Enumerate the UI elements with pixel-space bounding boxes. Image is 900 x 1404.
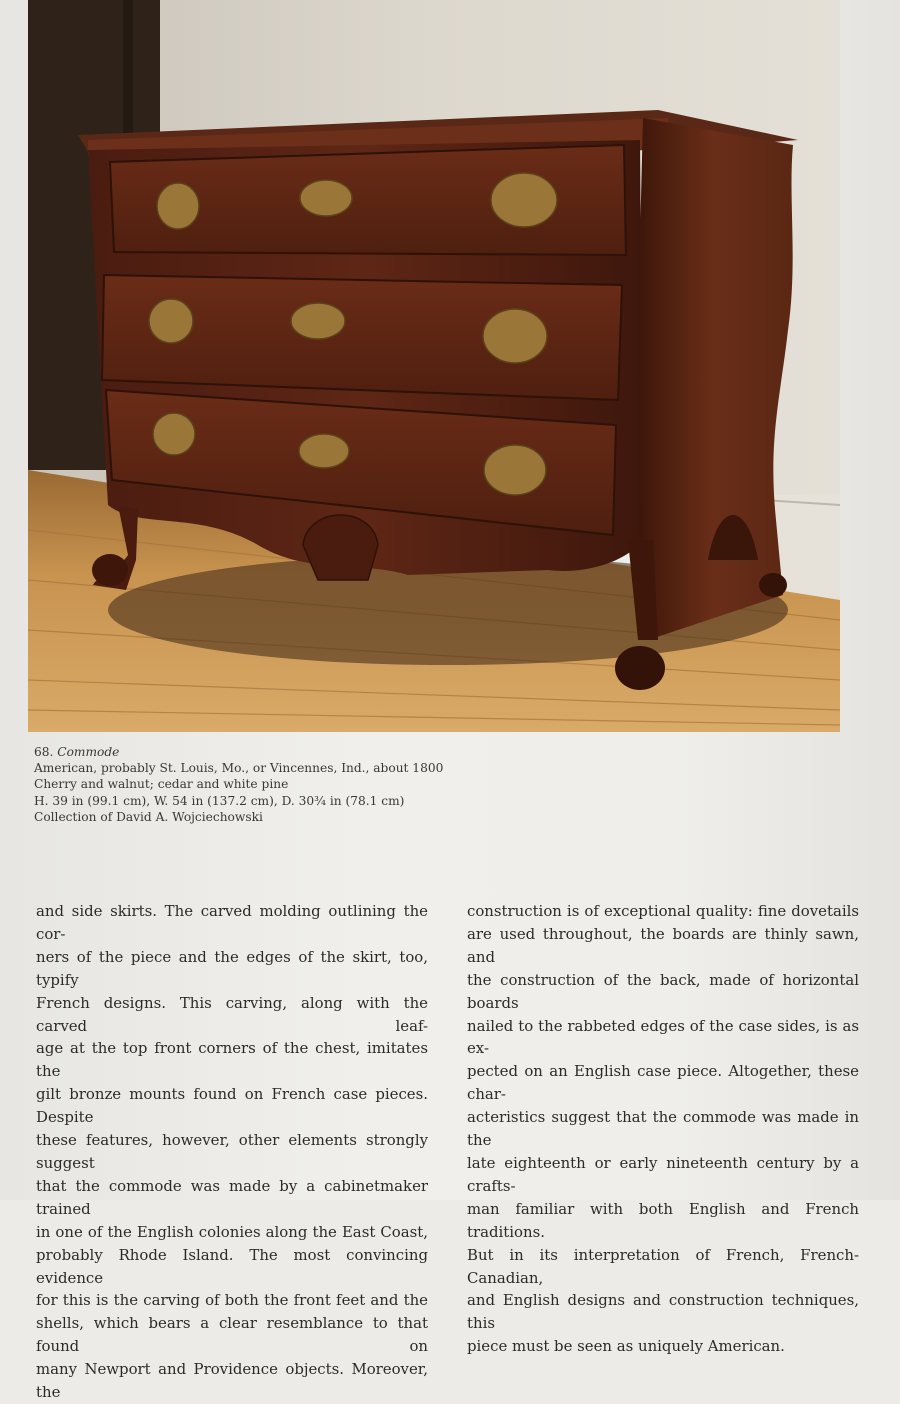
body-line: ners of the piece and the edges of the skirt, too, typify [36,947,428,989]
body-line: piece must be seen as uniquely American. [467,1337,785,1356]
body-line: probably Rhode Island. The most convincing evidence [36,1245,428,1287]
body-text-right-column [467,900,859,1358]
body-line: and side skirts. The carved molding outlining the cor- [36,902,428,943]
body-line: late eighteenth or early nineteenth century by a crafts- [467,1153,859,1195]
body-line: construction is of exceptional quality: fine dovetails [467,902,859,920]
body-line: shells, which bears a clear resemblance to that found on [36,1314,428,1356]
body-line: acteristics suggest that the commode was made in the [467,1108,859,1150]
caption-line: Collection of David A. Wojciechowski [34,809,263,824]
body-line: age at the top front corners of the chest, imitates the [36,1039,428,1081]
caption-object-name: Commode [57,745,120,759]
body-line: and English designs and construction techniques, this [467,1291,859,1333]
caption-line: H. 39 in (99.1 cm), W. 54 in (137.2 cm), D. 30¾ in (78.1 cm) [34,793,405,808]
body-line: in one of the English colonies along the East Coast, [36,1222,428,1241]
body-line: gilt bronze mounts found on French case pieces. Despite [36,1085,428,1127]
caption-line: Cherry and walnut; cedar and white pine [34,777,289,792]
body-text-left-column [36,900,428,1404]
caption-number: 68. [34,745,54,759]
body-line: for this is the carving of both the front feet and the [36,1291,428,1310]
body-line: are used throughout, the boards are thinly sawn, and [467,924,859,966]
body-line: many Newport and Providence objects. Moreover, the [36,1360,428,1402]
body-line: these features, however, other elements strongly suggest [36,1131,428,1172]
body-line: man familiar with both English and French traditions. [467,1199,859,1241]
figure-caption [34,744,534,825]
body-line: nailed to the rabbeted edges of the case sides, is as ex- [467,1016,859,1058]
body-line: pected on an English case piece. Altogether, these char- [467,1062,859,1104]
commode-photograph [28,0,840,732]
body-line: the construction of the back, made of horizontal boards [467,970,859,1012]
body-line: French designs. This carving, along with the carved leaf- [36,993,428,1035]
caption-title [34,744,534,760]
caption-line: American, probably St. Louis, Mo., or Vincennes, Ind., about 1800 [34,761,444,776]
body-line: that the commode was made by a cabinetmaker trained [36,1176,428,1218]
body-line: But in its interpretation of French, French-Canadian, [467,1245,859,1287]
